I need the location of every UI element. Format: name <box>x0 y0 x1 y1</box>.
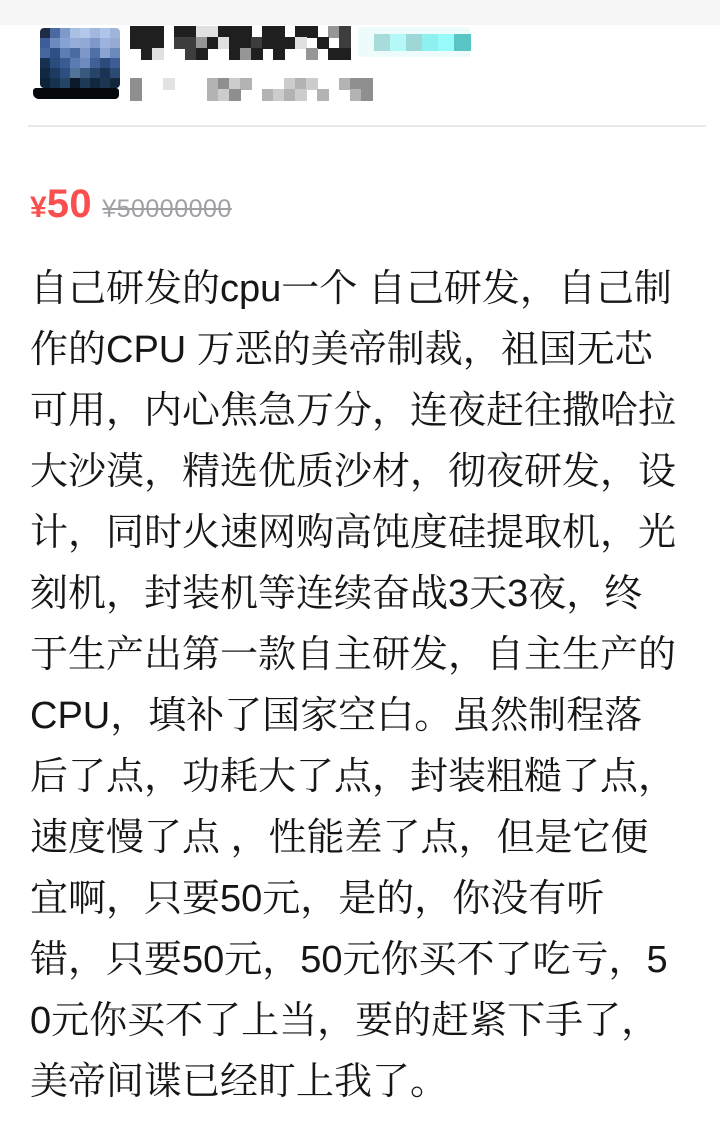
price-amount: 50 <box>46 182 93 226</box>
status-bar-strip <box>0 0 720 25</box>
avatar-laptop-base <box>33 88 119 99</box>
product-description: 自己研发的cpu一个 自己研发，自己制作的CPU 万恶的美帝制裁，祖国无芯可用，内心焦急万分，连夜赶往撒哈拉大沙漠，精选优质沙材，彻夜研发，设计，同时火速网购高饨度硅提取机，光刻机，封装机等连续奋战3天3夜，终于生产出第一款自主研发，自主生产的CPU，填补了国家空白。虽然制程落后了点，功耗大了点，封装粗糙了点，速度慢了点 ，性能差了点，但是它便宜啊，只要50元，是的，你没有听错，只要50元，50元你买不了吃亏，50元你买不了上当，要的赶紧下手了，美帝间谍已经盯上我了。 <box>30 268 677 1103</box>
divider <box>28 125 706 127</box>
badge-icons-mosaic <box>358 34 470 50</box>
avatar-pixelated-image <box>40 28 120 88</box>
seller-name-censored <box>130 26 352 59</box>
original-price-strikethrough: ¥50000000 <box>102 195 232 223</box>
seller-badge-censored <box>358 27 470 57</box>
avatar[interactable] <box>40 28 120 99</box>
price-row <box>30 184 232 224</box>
currency-symbol: ¥ <box>30 191 47 224</box>
publish-info-censored <box>130 78 384 100</box>
